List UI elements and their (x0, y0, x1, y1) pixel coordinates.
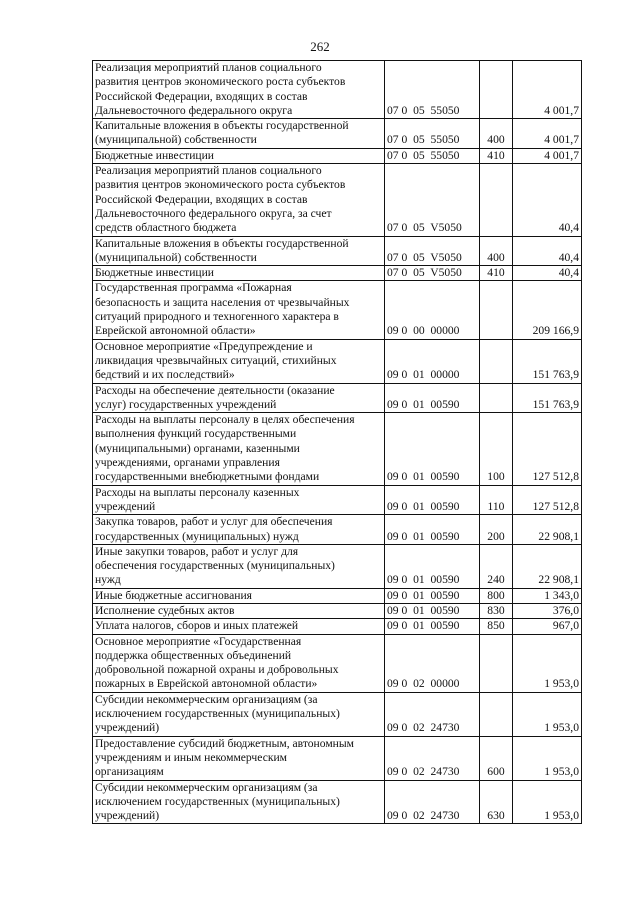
table-row (93, 485, 582, 515)
table-row (93, 603, 582, 618)
amount-cell: 967,0 (513, 619, 582, 634)
amount-cell: 22 908,1 (513, 515, 582, 545)
budget-code-cell: 09 0 02 24730 (385, 780, 480, 824)
row-name-line: учреждениями, органами управления (95, 456, 280, 470)
row-name-line: развития центров экономического роста субъектов (95, 178, 346, 192)
table-row (93, 148, 582, 163)
row-name-cell (93, 780, 385, 824)
table-row (93, 61, 582, 119)
row-name-line: Дальневосточного федерального округа (95, 103, 293, 117)
row-name-line: Дальневосточного федерального округа, за счет (95, 206, 332, 220)
row-name-line: Основное мероприятие «Государственная (95, 634, 302, 648)
row-name-line: учреждений) (95, 809, 160, 823)
table-row (93, 266, 582, 281)
budget-code-cell: 07 0 05 55050 (385, 148, 480, 163)
row-name-line: Реализация мероприятий планов социального (95, 164, 322, 178)
row-name-line: Бюджетные инвестиции (95, 266, 215, 280)
table-row (93, 736, 582, 780)
row-name-cell (93, 236, 385, 266)
row-name-line: Еврейской автономной области» (95, 324, 256, 338)
table-row (93, 515, 582, 545)
table-row (93, 544, 582, 588)
row-name-line: Иные бюджетные ассигнования (95, 588, 252, 602)
row-name-cell (93, 119, 385, 149)
expense-type-cell: 200 (480, 515, 513, 545)
row-name-cell (93, 619, 385, 634)
expense-type-cell: 850 (480, 619, 513, 634)
budget-code-cell: 09 0 01 00590 (385, 413, 480, 485)
row-name-cell (93, 61, 385, 119)
row-name-line: Бюджетные инвестиции (95, 148, 215, 162)
row-name-line: Иные закупки товаров, работ и услуг для (95, 544, 299, 558)
row-name-cell (93, 339, 385, 383)
expense-type-cell: 630 (480, 780, 513, 824)
table-row (93, 413, 582, 485)
expense-type-cell: 410 (480, 148, 513, 163)
amount-cell: 127 512,8 (513, 413, 582, 485)
amount-cell: 151 763,9 (513, 339, 582, 383)
amount-cell: 151 763,9 (513, 383, 582, 413)
row-name-line: Реализация мероприятий планов социального (95, 61, 322, 74)
budget-code-cell: 09 0 01 00000 (385, 339, 480, 383)
budget-code-cell: 09 0 01 00590 (385, 544, 480, 588)
budget-code-cell: 07 0 05 55050 (385, 119, 480, 149)
budget-code-cell: 09 0 02 24730 (385, 692, 480, 736)
table-row (93, 692, 582, 736)
expense-type-cell: 410 (480, 266, 513, 281)
row-name-line: пожарных в Еврейской автономной области» (95, 677, 318, 691)
row-name-line: Капитальные вложения в объекты государственной (95, 119, 349, 133)
amount-cell: 40,4 (513, 266, 582, 281)
row-name-line: государственными внебюджетными фондами (95, 470, 320, 484)
amount-cell: 376,0 (513, 603, 582, 618)
row-name-line: (муниципальными) органами, казенными (95, 441, 300, 455)
row-name-line: средств областного бюджета (95, 221, 237, 235)
row-name-line: безопасность и защита населения от чрезвычайных (95, 295, 350, 309)
row-name-cell (93, 515, 385, 545)
row-name-cell (93, 383, 385, 413)
table-row (93, 634, 582, 692)
row-name-line: организациям (95, 765, 164, 779)
table-row (93, 383, 582, 413)
table-row (93, 164, 582, 236)
row-name-line: Субсидии некоммерческим организациям (за (95, 780, 318, 794)
amount-cell: 1 953,0 (513, 780, 582, 824)
amount-cell: 1 953,0 (513, 634, 582, 692)
expense-type-cell: 600 (480, 736, 513, 780)
row-name-line: Расходы на обеспечение деятельности (оказание (95, 383, 335, 397)
budget-code-cell: 09 0 01 00590 (385, 383, 480, 413)
table-row (93, 588, 582, 603)
amount-cell: 1 953,0 (513, 736, 582, 780)
expense-type-cell (480, 61, 513, 119)
row-name-cell (93, 544, 385, 588)
amount-cell: 4 001,7 (513, 148, 582, 163)
row-name-line: Предоставление субсидий бюджетным, автономным (95, 736, 355, 750)
row-name-line: выполнения функций государственными (95, 427, 297, 441)
expense-type-cell (480, 692, 513, 736)
budget-code-cell: 07 0 05 V5050 (385, 164, 480, 236)
row-name-line: Расходы на выплаты персоналу в целях обеспечения (95, 413, 355, 427)
row-name-cell (93, 413, 385, 485)
table-row (93, 236, 582, 266)
row-name-line: (муниципальной) собственности (95, 250, 257, 264)
row-name-cell (93, 485, 385, 515)
budget-table-body (93, 61, 582, 824)
row-name-cell (93, 588, 385, 603)
row-name-cell (93, 266, 385, 281)
row-name-line: ситуаций природного и техногенного характера в (95, 310, 339, 324)
page-number: 262 (310, 39, 330, 54)
row-name-cell (93, 634, 385, 692)
expense-type-cell: 800 (480, 588, 513, 603)
budget-code-cell: 09 0 01 00590 (385, 619, 480, 634)
row-name-line: Исполнение судебных актов (95, 603, 235, 617)
row-name-line: (муниципальной) собственности (95, 133, 257, 147)
budget-code-cell: 09 0 01 00590 (385, 515, 480, 545)
row-name-line: поддержка общественных объединений (95, 648, 292, 662)
row-name-cell (93, 281, 385, 339)
row-name-line: ликвидация чрезвычайных ситуаций, стихийных (95, 353, 337, 367)
budget-code-cell: 09 0 01 00590 (385, 603, 480, 618)
expense-type-cell: 400 (480, 119, 513, 149)
budget-code-cell: 09 0 00 00000 (385, 281, 480, 339)
table-row (93, 281, 582, 339)
row-name-line: развития центров экономического роста субъектов (95, 75, 346, 89)
row-name-line: Государственная программа «Пожарная (95, 281, 292, 295)
amount-cell: 4 001,7 (513, 61, 582, 119)
row-name-line: нужд (95, 573, 121, 587)
row-name-cell (93, 692, 385, 736)
expense-type-cell (480, 281, 513, 339)
budget-code-cell: 07 0 05 V5050 (385, 266, 480, 281)
row-name-line: Уплата налогов, сборов и иных платежей (95, 619, 299, 633)
row-name-line: Российской Федерации, входящих в состав (95, 192, 308, 206)
amount-cell: 4 001,7 (513, 119, 582, 149)
expense-type-cell (480, 634, 513, 692)
table-row (93, 339, 582, 383)
row-name-line: Закупка товаров, работ и услуг для обеспечения (95, 515, 333, 529)
expense-type-cell: 240 (480, 544, 513, 588)
budget-code-cell: 09 0 02 24730 (385, 736, 480, 780)
row-name-line: Субсидии некоммерческим организациям (за (95, 692, 318, 706)
amount-cell: 40,4 (513, 236, 582, 266)
amount-cell: 22 908,1 (513, 544, 582, 588)
amount-cell: 127 512,8 (513, 485, 582, 515)
expense-type-cell: 830 (480, 603, 513, 618)
row-name-line: государственных (муниципальных) нужд (95, 529, 299, 543)
table-row (93, 780, 582, 824)
row-name-line: исключением государственных (муниципальных) (95, 794, 340, 808)
amount-cell: 1 343,0 (513, 588, 582, 603)
expense-type-cell (480, 339, 513, 383)
row-name-line: услуг) государственных учреждений (95, 397, 277, 411)
budget-code-cell: 07 0 05 V5050 (385, 236, 480, 266)
expense-type-cell (480, 164, 513, 236)
amount-cell: 209 166,9 (513, 281, 582, 339)
budget-table (92, 60, 582, 824)
expense-type-cell: 400 (480, 236, 513, 266)
expense-type-cell (480, 383, 513, 413)
row-name-line: добровольной пожарной охраны и добровольных (95, 663, 339, 677)
row-name-line: учреждений (95, 499, 156, 513)
row-name-cell (93, 164, 385, 236)
table-row (93, 619, 582, 634)
row-name-line: обеспечения государственных (муниципальных) (95, 559, 335, 573)
expense-type-cell: 110 (480, 485, 513, 515)
row-name-cell (93, 148, 385, 163)
row-name-line: Капитальные вложения в объекты государственной (95, 236, 349, 250)
row-name-line: бедствий и их последствий» (95, 368, 235, 382)
row-name-cell (93, 603, 385, 618)
row-name-line: учреждений) (95, 721, 160, 735)
row-name-line: учреждениям и иным некоммерческим (95, 750, 288, 764)
row-name-line: Российской Федерации, входящих в состав (95, 89, 308, 103)
amount-cell: 40,4 (513, 164, 582, 236)
budget-code-cell: 09 0 01 00590 (385, 588, 480, 603)
row-name-line: Основное мероприятие «Предупреждение и (95, 339, 313, 353)
amount-cell: 1 953,0 (513, 692, 582, 736)
expense-type-cell: 100 (480, 413, 513, 485)
row-name-line: исключением государственных (муниципальных) (95, 707, 340, 721)
budget-code-cell: 09 0 01 00590 (385, 485, 480, 515)
budget-code-cell: 07 0 05 55050 (385, 61, 480, 119)
budget-code-cell: 09 0 02 00000 (385, 634, 480, 692)
table-row (93, 119, 582, 149)
row-name-line: Расходы на выплаты персоналу казенных (95, 485, 300, 499)
row-name-cell (93, 736, 385, 780)
